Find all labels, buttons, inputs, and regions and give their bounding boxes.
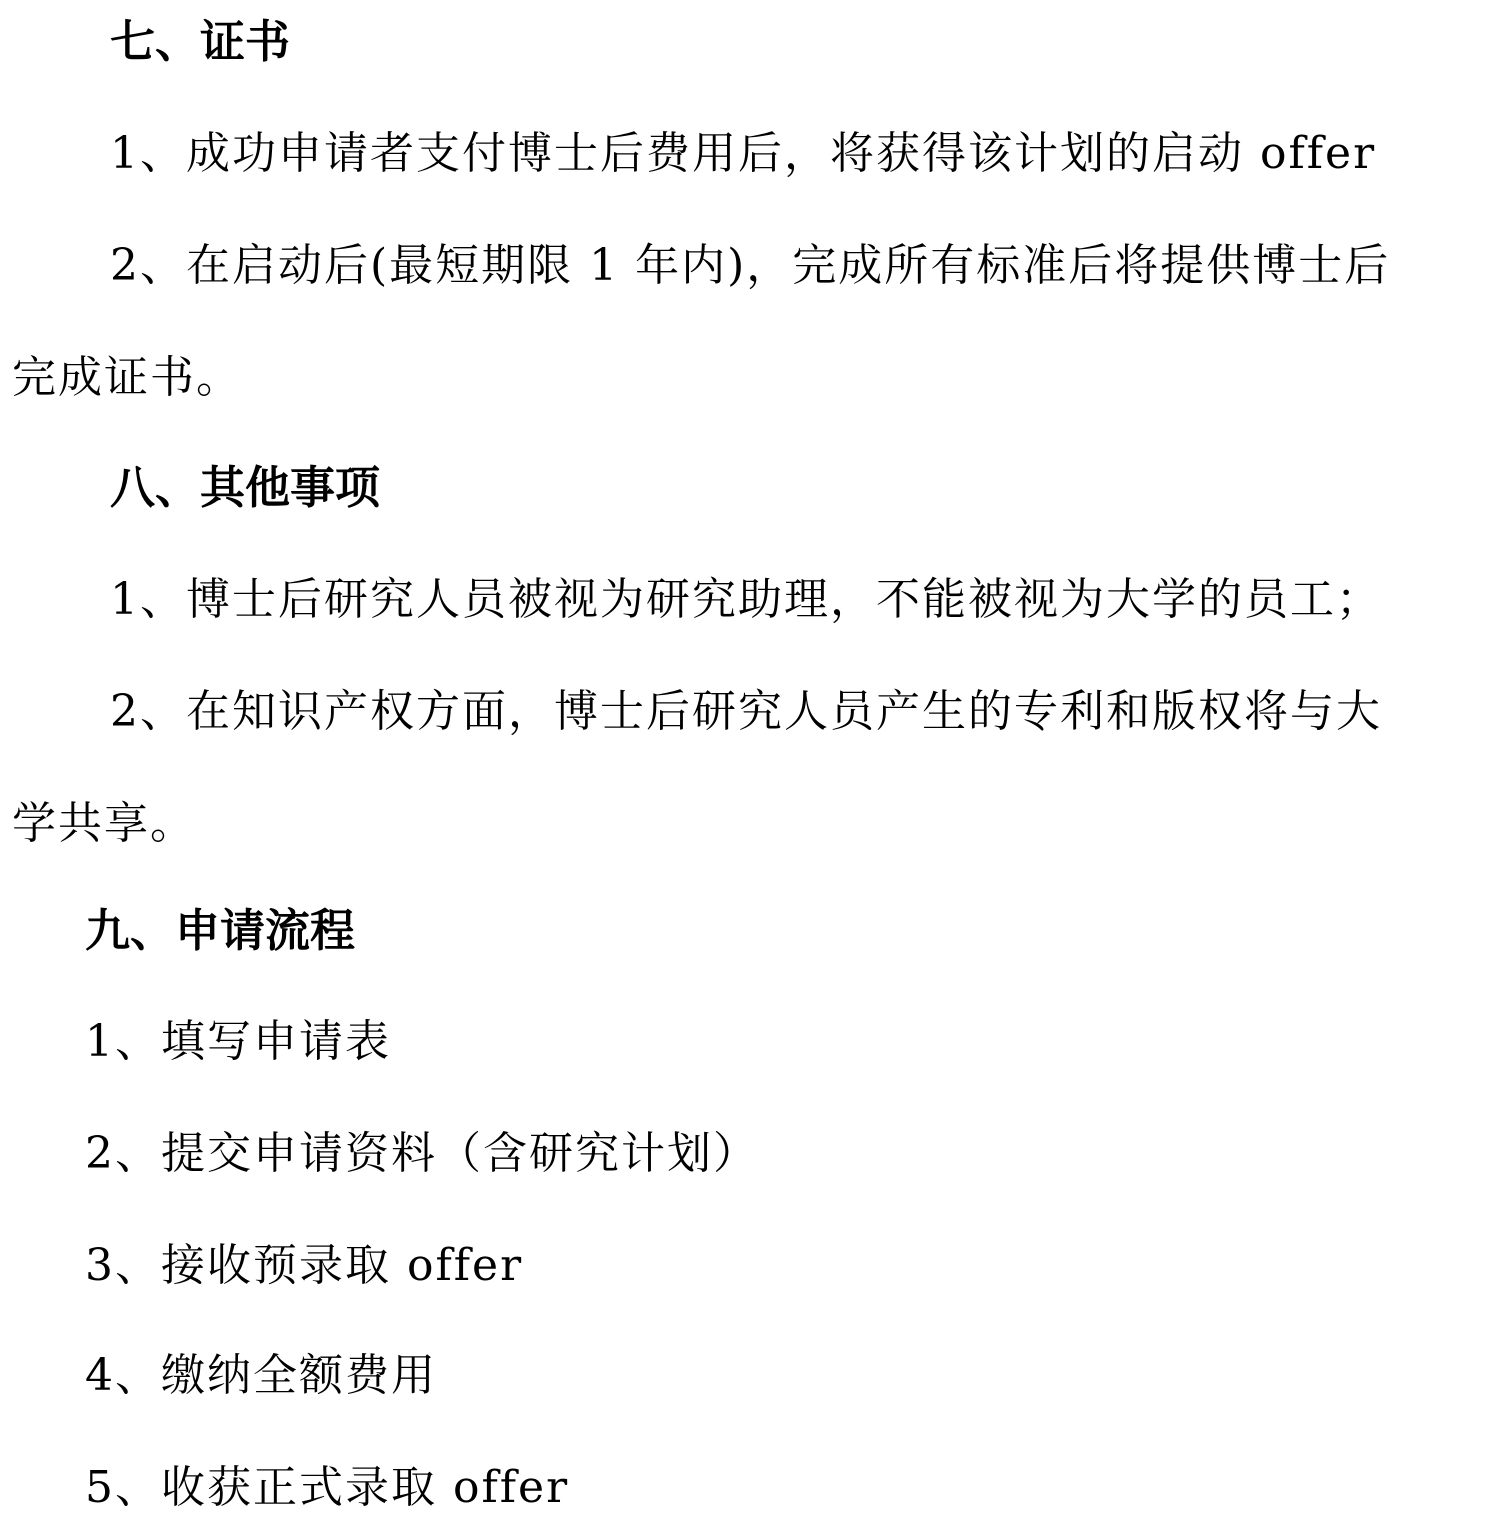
certificate-item-2-line-2: 完成证书。 [12, 352, 242, 403]
section-heading-other-matters: 八、其他事项 [110, 461, 381, 514]
other-matters-item-2-line-2: 学共享。 [12, 798, 196, 849]
other-matters-item-1: 1、博士后研究人员被视为研究助理，不能被视为大学的员工； [110, 574, 1382, 625]
certificate-item-1: 1、成功申请者支付博士后费用后，将获得该计划的启动 offer [110, 128, 1377, 179]
certificate-item-2-line-1: 2、在启动后(最短期限 1 年内)，完成所有标准后将提供博士后 [110, 240, 1391, 291]
application-step-2: 2、提交申请资料（含研究计划） [85, 1128, 759, 1179]
other-matters-item-2-line-1: 2、在知识产权方面，博士后研究人员产生的专利和版权将与大 [110, 686, 1382, 737]
section-heading-certificate: 七、证书 [110, 15, 291, 68]
section-heading-application-process: 九、申请流程 [85, 904, 356, 957]
application-step-3: 3、接收预录取 offer [85, 1240, 524, 1291]
application-step-1: 1、填写申请表 [85, 1016, 391, 1067]
application-step-5: 5、收获正式录取 offer [85, 1462, 570, 1513]
application-step-4: 4、缴纳全额费用 [85, 1350, 437, 1401]
